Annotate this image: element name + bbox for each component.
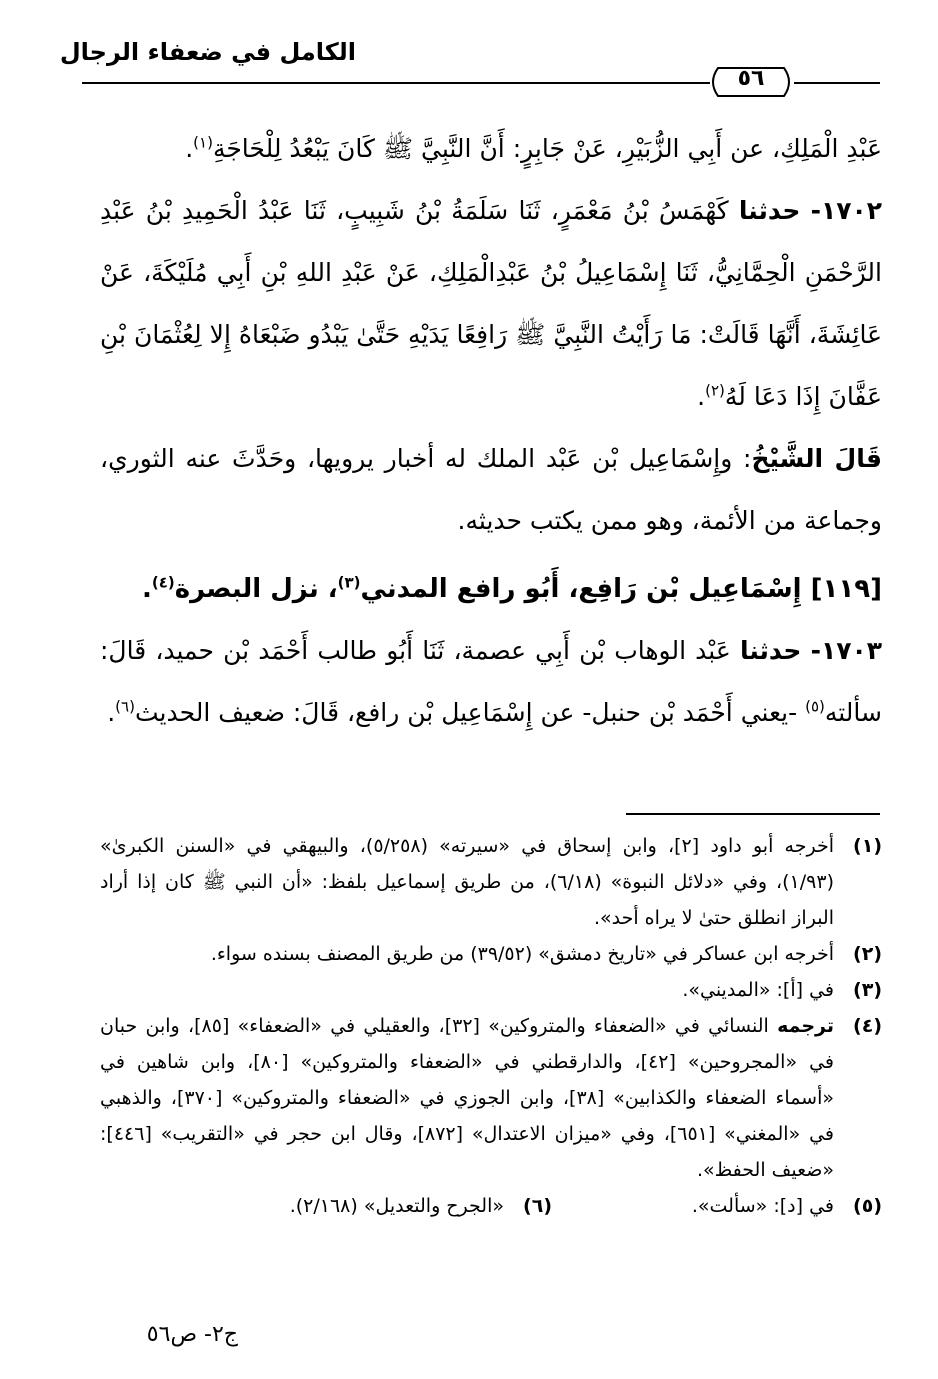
page-header [0,0,938,110]
heading-end: . [141,574,152,604]
book-title: الكامل في ضعفاء الرجال [59,38,356,66]
footnote-number: (٥) [853,1195,882,1217]
hadith-1702 [100,180,882,428]
footnote-text [100,1008,834,1188]
footnote-marker: (٦) [115,697,135,716]
footnote-6 [290,1188,552,1224]
footnote-1 [100,828,882,936]
hadith-text: -يعني أَحْمَد بْن حنبل- عن إِسْمَاعِيل بْن رافع، قَالَ: ضعيف الحديث [134,698,806,727]
footnote-marker: (١) [193,133,213,152]
paragraph-text: عَبْدِ الْمَلِكِ، عن أَبِي الزُّبَيْرِ، عَنْ جَابِرٍ: أَنَّ النَّبِيَّ ﷺ كَانَ يَبْعُدُ لِلْحَاجَةِ [212,134,882,163]
hadith-text: عَبْد الوهاب بْن أَبِي عصمة، ثَنَا أَبُو طالب أَحْمَد بْن حميد، قَالَ: سألته [100,636,882,727]
heading-text: ، نزل البصرة [174,574,338,604]
sheikh-comment [100,428,882,552]
paragraph-end: . [185,134,194,163]
footnote-number: (٤) [853,1015,882,1037]
hadith-text: كَهْمَسُ بْنُ مَعْمَرٍ، ثَنَا سَلَمَةُ بْنُ شَبِيبٍ، ثَنَا عَبْدُ الْحَمِيدِ بْنُ عَبْدِ الرَّحْمَنِ الْحِمَّانِيُّ، ثَنَا إِسْمَاعِيلُ بْنُ عَبْدِالْمَلِكِ، عَنْ عَبْدِ اللهِ بْنِ أَبِي مُلَيْكَةَ، عَنْ عَائِشَةَ، أَنَّهَا قَالَتْ: مَا رَأَيْتُ النَّبِيَّ ﷺ رَافِعًا يَدَيْهِ حَتَّىٰ يَبْدُو ضَبْعَاهُ إِلا لِعُثْمَانَ بْنِ عَفَّانَ إِذَا دَعَا لَهُ [100,196,882,411]
footnote-marker: (٣) [337,573,361,592]
footnote-2 [100,936,882,972]
paragraph-end: . [697,382,706,411]
sheikh-label: قَالَ الشَّيْخُ [751,444,882,473]
header-rule-left [82,82,710,84]
main-text [100,118,882,744]
footnotes [100,828,882,1224]
footnote-text: «الجرح والتعديل» (٢/١٦٨). [289,1195,504,1217]
footnote-number: (٢) [853,943,882,965]
page-number: ٥٦ [737,66,765,91]
footnote-marker: (٢) [705,381,725,400]
footnote-text: في [أ]: «المديني». [682,979,834,1001]
footnote-marker: (٤) [151,573,175,592]
entry-heading [100,558,882,620]
footnote-text: أخرجه أبو داود [٢]، وابن إسحاق في «سيرته» (٥/٢٥٨)، والبيهقي في «السنن الكبرىٰ» (١/٩٣)، وفي «دلائل النبوة» (٦/١٨)، من طريق إسماعيل بلفظ: «أن النبي ﷺ كان إذا أراد البراز انطلق حتىٰ لا يراه أحد». [100,835,834,929]
footnote-keyword: ترجمه [777,1015,834,1037]
heading-text: [١١٩] إِسْمَاعِيل بْن رَافِع، أَبُو رافع المدني [360,574,882,604]
sheikh-text: : وإِسْمَاعِيل بْن عَبْد الملك له أخبار يرويها، وحَدَّثَ عنه الثوري، وجماعة من الأئمة، وهو ممن يكتب حديثه. [100,444,882,535]
paragraph-continuation [100,118,882,180]
footnote-4 [100,1008,882,1188]
footnote-text: في [د]: «سألت». [691,1195,834,1217]
footnote-3 [100,972,882,1008]
footnote-number: (١) [853,835,882,857]
paragraph-end: . [107,698,116,727]
hadith-number: ١٧٠٣- [810,636,883,665]
haddathana-word: حدثنا [738,196,801,225]
footnote-number: (٦) [523,1195,552,1217]
footnote-text: أخرجه ابن عساكر في «تاريخ دمشق» (٣٩/٥٢) من طريق المصنف بسنده سواء. [210,943,834,965]
header-rule-right [794,82,880,84]
page-reference: ج٢- ص٥٦ [146,1322,238,1347]
footnote-number: (٣) [853,979,882,1001]
footnote-body: النسائي في «الضعفاء والمتروكين» [٣٢]، والعقيلي في «الضعفاء» [٨٥]، وابن حبان في «المجروحين» [٤٢]، والدارقطني في «الضعفاء والمتروكين» [٨٠]، وابن شاهين في «أسماء الضعفاء والكذابين» [٣٨]، وابن الجوزي في «الضعفاء والمتروكين» [٣٧٠]، والذهبي في «المغني» [٦٥١]، وفي «ميزان الاعتدال» [٨٧٢]، وقال ابن حجر في «التقريب» [٤٤٦]: «ضعيف الحفظ». [100,1015,835,1181]
hadith-1703 [100,620,882,744]
footnote-5 [552,1188,882,1224]
footnote-separator [626,813,880,815]
footnote-marker: (٥) [805,697,825,716]
hadith-number: ١٧٠٢- [810,196,883,225]
haddathana-word: حدثنا [739,636,802,665]
footnotes-5-6 [100,1188,882,1224]
